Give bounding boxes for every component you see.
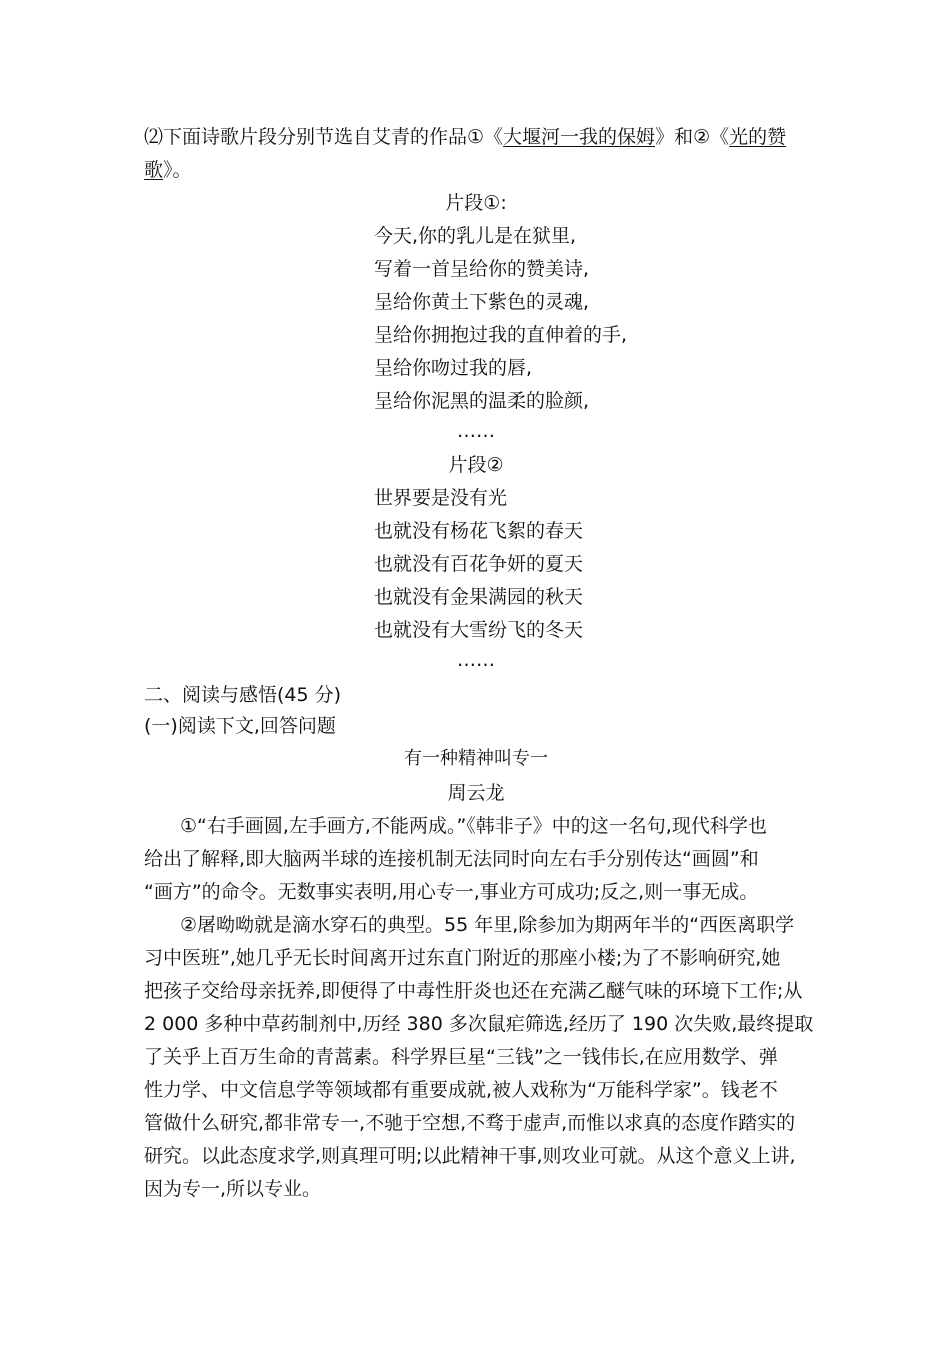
paragraph-1-line: ①“右手画圆,左手画方,不能两成。”《韩非子》中的这一名句,现代科学也 bbox=[180, 815, 767, 837]
section-heading: 二、阅读与感悟(45 分) bbox=[144, 684, 342, 706]
poem-title-2-part2: 歌 bbox=[144, 159, 164, 181]
fragment-2-line: 也就没有大雪纷飞的冬天 bbox=[374, 619, 584, 641]
poem-title-2-part1: 光的赞 bbox=[729, 126, 787, 148]
fragment-1-line: 呈给你吻过我的唇, bbox=[374, 357, 533, 379]
paragraph-2-line: 把孩子交给母亲抚养,即便得了中毒性肝炎也还在充满乙醚气味的环境下工作;从 bbox=[144, 980, 803, 1002]
poem-title-1: 大堰河一我的保姆 bbox=[503, 126, 656, 148]
question-prefix: ⑵下面诗歌片段分别节选自艾青的作品①《 bbox=[144, 126, 504, 148]
fragment-2-line: 也就没有百花争妍的夏天 bbox=[374, 553, 584, 575]
paragraph-2-line: 因为专一,所以专业。 bbox=[144, 1178, 322, 1200]
fragment-1-line: 今天,你的乳儿是在狱里, bbox=[374, 225, 577, 247]
fragment-2-line: 也就没有杨花飞絮的春天 bbox=[374, 520, 584, 542]
fragment-1-line: 呈给你黄土下紫色的灵魂, bbox=[374, 291, 590, 313]
fragment-2-line: 世界要是没有光 bbox=[374, 487, 508, 509]
fragment-1-heading: 片段①: bbox=[445, 192, 507, 214]
question-mid: 》和②《 bbox=[655, 126, 730, 148]
question-suffix: 》。 bbox=[163, 159, 192, 181]
paragraph-2-line: 习中医班”,她几乎无长时间离开过东直门附近的那座小楼;为了不影响研究,她 bbox=[144, 947, 781, 969]
paragraph-1-line: “画方”的命令。无数事实表明,用心专一,事业方可成功;反之,则一事无成。 bbox=[144, 881, 759, 903]
paragraph-1-line: 给出了解释,即大脑两半球的连接机制无法同时向左右手分别传达“画圆”和 bbox=[144, 848, 759, 870]
question-line-2 bbox=[144, 157, 192, 183]
fragment-2-ellipsis: …… bbox=[457, 649, 495, 671]
fragment-1-line: 写着一首呈给你的赞美诗, bbox=[374, 258, 590, 280]
fragment-1-line: 呈给你拥抱过我的直伸着的手, bbox=[374, 324, 628, 346]
paragraph-2-line: 性力学、中文信息学等领域都有重要成就,被人戏称为“万能科学家”。钱老不 bbox=[144, 1079, 778, 1101]
article-author: 周云龙 bbox=[447, 782, 505, 804]
paragraph-2-line: 2 000 多种中草药制剂中,历经 380 多次鼠疟筛选,经历了 190 次失败,最终提取 bbox=[144, 1013, 814, 1035]
fragment-1-ellipsis: …… bbox=[457, 420, 495, 442]
section-subheading: (一)阅读下文,回答问题 bbox=[144, 715, 336, 737]
paragraph-2-line: ②屠呦呦就是滴水穿石的典型。55 年里,除参加为期两年半的“西医离职学 bbox=[180, 914, 795, 936]
paragraph-2-line: 了关乎上百万生命的青蒿素。科学界巨星“三钱”之一钱伟长,在应用数学、弹 bbox=[144, 1046, 778, 1068]
fragment-2-heading: 片段② bbox=[448, 454, 504, 476]
paragraph-2-line: 管做什么研究,都非常专一,不驰于空想,不骛于虚声,而惟以求真的态度作踏实的 bbox=[144, 1112, 796, 1134]
paragraph-2-line: 研究。以此态度求学,则真理可明;以此精神干事,则攻业可就。从这个意义上讲, bbox=[144, 1145, 796, 1167]
fragment-1-line: 呈给你泥黑的温柔的脸颜, bbox=[374, 390, 590, 412]
article-title: 有一种精神叫专一 bbox=[404, 748, 548, 769]
question-line-1 bbox=[144, 124, 786, 150]
fragment-2-line: 也就没有金果满园的秋天 bbox=[374, 586, 584, 608]
